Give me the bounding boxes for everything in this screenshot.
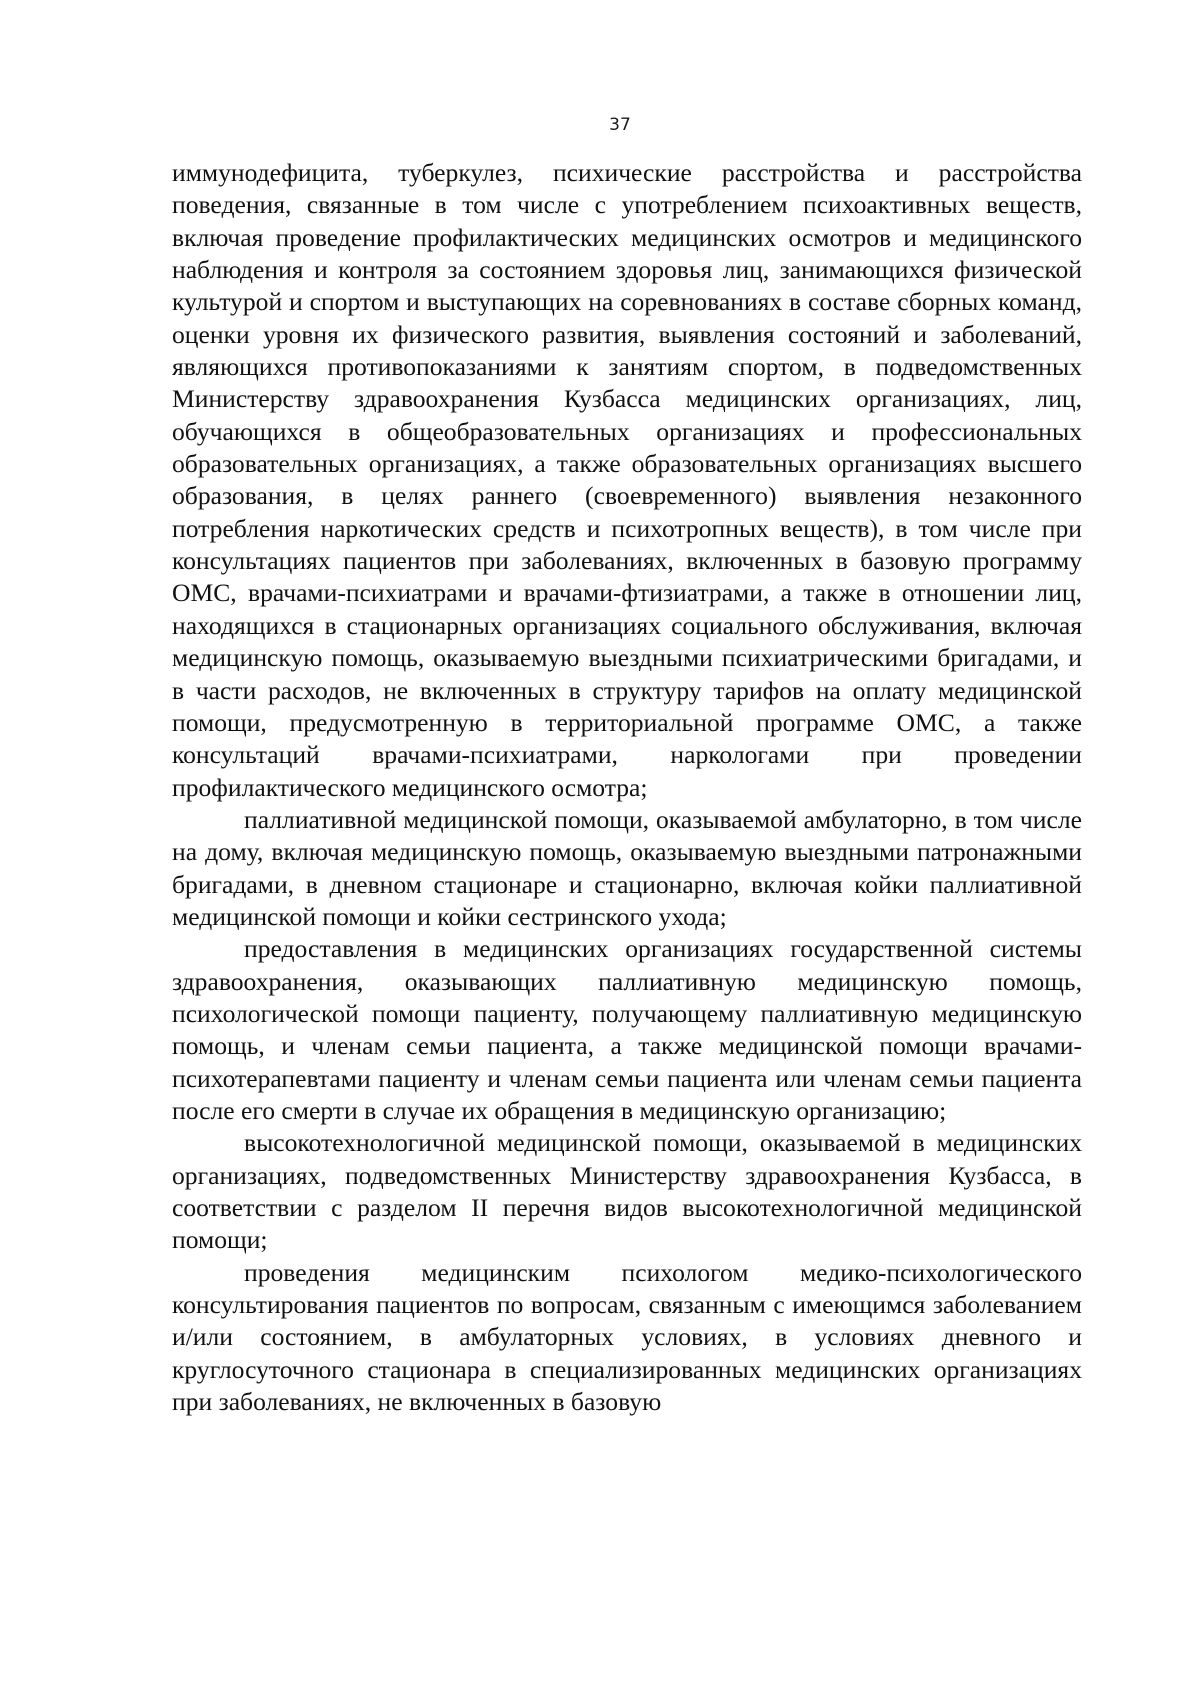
document-body [172,157,1082,1418]
paragraph-1: иммунодефицита, туберкулез, психические расстройства и расстройства поведения, связанные в том числе с употреблением психоактивных веществ, включая проведение профилактических медицинских осмотров и медицинского наблюдения и контроля за состоянием здоровья лиц, занимающихся физической культурой и спортом и выступающих на соревнованиях в составе сборных команд, оценки уровня их физического развития, выявления состояний и заболеваний, являющихся противопоказаниями к занятиям спортом, в подведомственных Министерству здравоохранения Кузбасса медицинских организациях, лиц, обучающихся в общеобразовательных организациях и профессиональных образовательных организациях, а также образовательных организациях высшего образования, в целях раннего (своевременного) выявления незаконного потребления наркотических средств и психотропных веществ), в том числе при консультациях пациентов при заболеваниях, включенных в базовую программу ОМС, врачами-психиатрами и врачами-фтизиатрами, а также в отношении лиц, находящихся в стационарных организациях социального обслуживания, включая медицинскую помощь, оказываемую выездными психиатрическими бригадами, и в части расходов, не включенных в структуру тарифов на оплату медицинской помощи, предусмотренную в территориальной программе ОМС, а также консультаций врачами-психиатрами, наркологами при проведении профилактического медицинского осмотра; [172,158,1082,802]
page-number: 37 [609,115,631,135]
paragraph-5: проведения медицинским психологом медико-психологического консультирования пациентов по вопросам, связанным с имеющимся заболеванием и/или состоянием, в амбулаторных условиях, в условиях дневного и круглосуточного стационара в специализированных медицинских организациях при заболеваниях, не включенных в базовую [172,1257,1082,1417]
paragraph-3: предоставления в медицинских организациях государственной системы здравоохранения, оказывающих паллиативную медицинскую помощь, психологической помощи пациенту, получающему паллиативную медицинскую помощь, и членам семьи пациента, а также медицинской помощи врачами-психотерапевтами пациенту и членам семьи пациента или членам семьи пациента после его смерти в случае их обращения в медицинскую организацию; [172,934,1082,1125]
paragraph-2: паллиативной медицинской помощи, оказываемой амбулаторно, в том числе на дому, включая медицинскую помощь, оказываемую выездными патронажными бригадами, в дневном стационаре и стационарно, включая койки паллиативной медицинской помощи и койки сестринского ухода; [172,804,1082,931]
paragraph-4: высокотехнологичной медицинской помощи, оказываемой в медицинских организациях, подведомственных Министерству здравоохранения Кузбасса, в соответствии с разделом II перечня видов высокотехнологичной медицинской помощи; [172,1128,1082,1255]
